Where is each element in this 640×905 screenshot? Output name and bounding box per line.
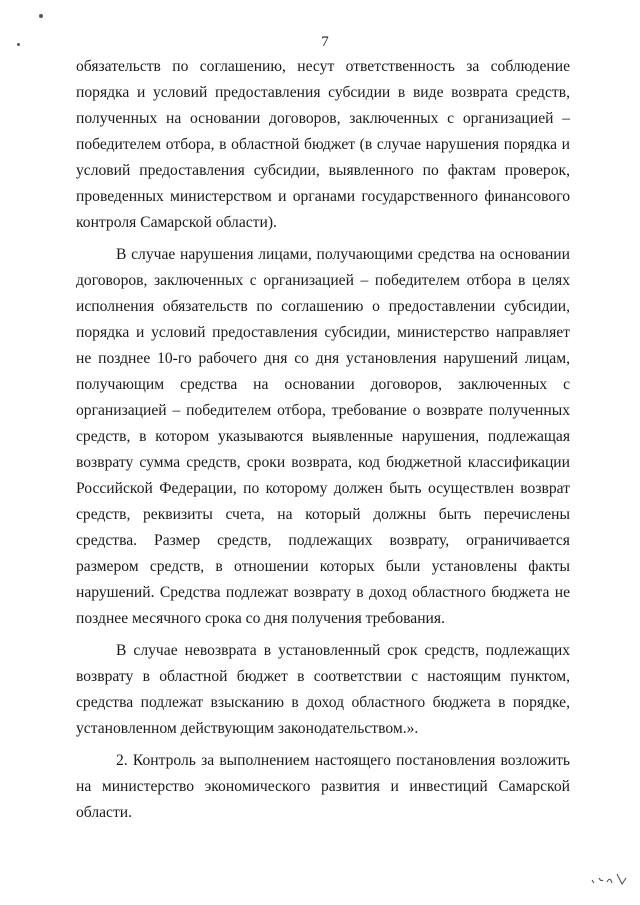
scan-speck <box>39 14 43 18</box>
handwritten-mark <box>590 868 630 888</box>
document-body <box>76 54 570 826</box>
page-number: 7 <box>321 34 329 50</box>
paragraph-2: В случае нарушения лицами, получающими средства на основании договоров, заключенных с организацией – победителем отбора в целях исполнения обязательств по соглашению о предоставлении субсидии, порядка и условий предоставления субсидии, министерство направляет не позднее 10-го рабочего дня со дня установления нарушений лицам, получающим средства на основании договоров, заключенных с организацией – победителем отбора, требование о возврате полученных средств, в котором указываются выявленные нарушения, подлежащая возврату сумма средств, сроки возврата, код бюджетной классификации Российской Федерации, по которому должен быть осуществлен возврат средств, реквизиты счета, на который должны быть перечислены средства. Размер средств, подлежащих возврату, ограничивается размером средств, в отношении которых были установлены факты нарушений. Средства подлежат возврату в доход областного бюджета не позднее месячного срока со дня получения требования. <box>76 246 570 627</box>
paragraph-1: обязательств по соглашению, несут ответственность за соблюдение порядка и условий предоставления субсидии в виде возврата средств, полученных на основании договоров, заключенных с организацией – победителем отбора, в областной бюджет (в случае нарушения порядка и условий предоставления субсидии, выявленного по фактам проверок, проведенных министерством и органами государственного финансового контроля Самарской области). <box>76 58 570 231</box>
paragraph-3: В случае невозврата в установленный срок средств, подлежащих возврату в областной бюджет в соответствии с настоящим пунктом, средства подлежат взысканию в доход областного бюджета в порядке, установленном действующим законодательством.». <box>76 642 570 737</box>
paragraph-4: 2. Контроль за выполнением настоящего постановления возложить на министерство экономического развития и инвестиций Самарской области. <box>76 752 570 821</box>
